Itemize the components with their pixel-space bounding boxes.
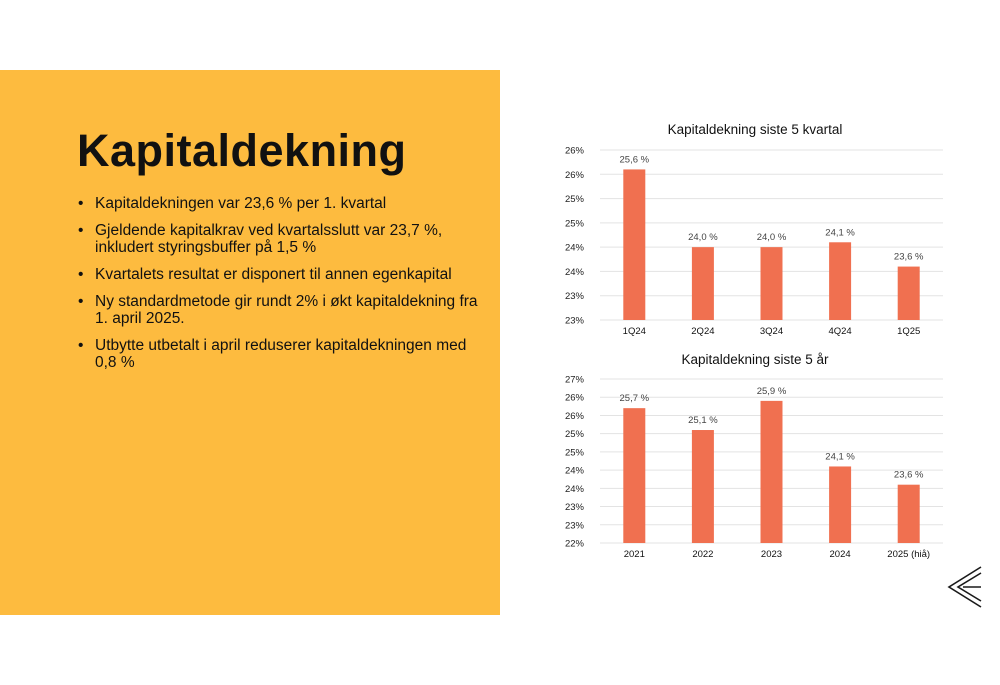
bar [692,247,714,320]
x-tick-label: 1Q24 [622,326,646,337]
x-tick-label: 2024 [829,549,851,560]
bullet-text: Ny standardmetode gir rundt 2% i økt kapitaldekning fra 1. april 2025. [95,293,478,327]
bullet-item [78,293,478,327]
data-label: 24,0 % [756,232,787,244]
y-tick-label: 25% [564,218,584,230]
bar [623,169,645,320]
slide-title: Kapitaldekning [77,125,407,176]
data-label: 25,7 % [619,393,650,405]
y-tick-label: 26% [564,145,584,157]
bar [692,430,714,543]
bullet-dot: • [78,293,84,310]
y-tick-label: 22% [564,538,584,550]
bullet-dot: • [78,337,84,354]
x-tick-label: 1Q25 [897,326,921,337]
data-label: 23,6 % [893,251,924,263]
chart-quarterly [555,118,955,340]
bar [761,247,783,320]
data-label: 23,6 % [893,469,924,481]
y-tick-label: 23% [564,291,584,303]
company-logo-icon [945,565,985,609]
bar [829,242,851,320]
x-tick-label: 2022 [692,549,714,560]
bullet-item [78,222,478,256]
bar [898,485,920,543]
chart-svg [555,348,955,568]
chart-title: Kapitaldekning siste 5 kvartal [667,122,843,137]
bar [761,401,783,543]
bullet-text: Kvartalets resultat er disponert til annen egenkapital [95,266,452,283]
bullet-item [78,337,478,371]
bullet-text: Gjeldende kapitalkrav ved kvartalsslutt var 23,7 %, inkludert styringsbuffer på 1,5 % [95,222,443,256]
y-tick-label: 27% [564,374,584,386]
bullet-item [78,195,478,212]
bullet-dot: • [78,195,84,212]
x-tick-label: 4Q24 [828,326,852,337]
data-label: 24,1 % [825,451,855,463]
x-tick-label: 3Q24 [759,326,784,337]
y-tick-label: 25% [564,429,584,441]
y-tick-label: 25% [564,447,584,459]
bar [829,466,851,543]
bar [623,408,645,543]
chart-title: Kapitaldekning siste 5 år [681,352,829,367]
data-label: 24,0 % [688,232,718,244]
x-tick-label: 2021 [623,549,645,560]
data-label: 25,9 % [756,385,787,397]
bullet-dot: • [78,222,84,239]
y-tick-label: 25% [564,194,584,206]
y-tick-label: 26% [564,392,584,404]
y-tick-label: 24% [564,242,584,254]
bullet-dot: • [78,266,84,283]
data-label: 25,6 % [619,154,650,166]
y-tick-label: 24% [564,266,584,278]
y-tick-label: 23% [564,502,584,514]
x-tick-label: 2025 (hiå) [887,549,931,560]
y-tick-label: 26% [564,169,584,181]
y-tick-label: 26% [564,410,584,422]
bullet-item [78,266,478,283]
bullet-text: Kapitaldekningen var 23,6 % per 1. kvartal [95,195,387,212]
chart-yearly [555,348,955,568]
bar [898,267,920,320]
y-tick-label: 24% [564,483,584,495]
y-tick-label: 23% [564,520,584,532]
y-tick-label: 24% [564,465,584,477]
data-label: 24,1 % [825,227,855,239]
x-tick-label: 2Q24 [691,326,715,337]
chart-svg [555,118,955,340]
data-label: 25,1 % [688,415,718,427]
y-tick-label: 23% [564,315,584,327]
bullet-list [78,195,478,381]
x-tick-label: 2023 [760,549,783,560]
bullet-text: Utbytte utbetalt i april reduserer kapitaldekningen med 0,8 % [95,337,467,371]
